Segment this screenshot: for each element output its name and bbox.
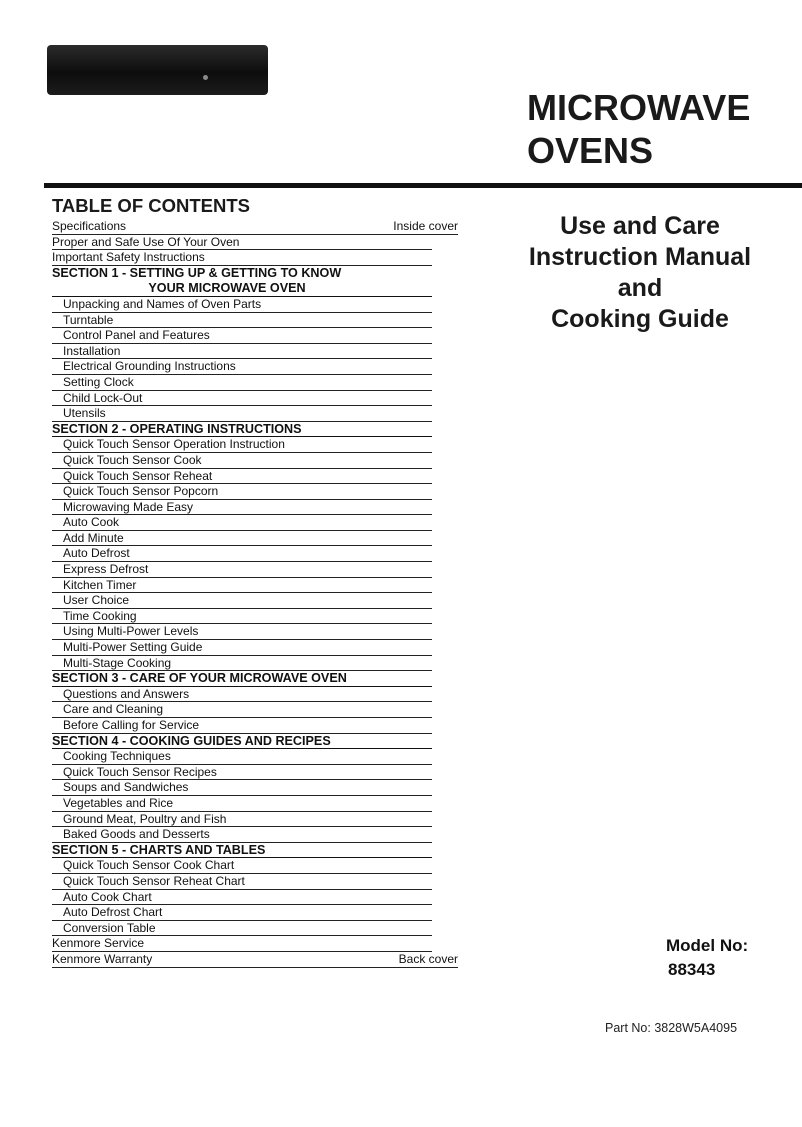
toc-entry-label: Quick Touch Sensor Popcorn bbox=[63, 484, 219, 499]
toc-row bbox=[52, 375, 432, 391]
toc-entry-label: Specifications bbox=[52, 219, 127, 233]
toc-entry-label: Child Lock-Out bbox=[63, 390, 143, 405]
part-number: Part No: 3828W5A4095 bbox=[605, 1021, 738, 1035]
toc-row bbox=[52, 250, 432, 266]
toc-row bbox=[52, 702, 432, 718]
toc-entry-label: Ground Meat, Poultry and Fish bbox=[63, 811, 227, 826]
subtitle-line-1: Use and Care bbox=[560, 212, 720, 240]
toc-entry-label: Add Minute bbox=[63, 530, 124, 545]
toc-entry-label: Before Calling for Service bbox=[63, 718, 200, 732]
toc-entry-page: Inside cover bbox=[393, 219, 458, 233]
toc-row bbox=[52, 562, 432, 578]
toc-row bbox=[52, 874, 432, 890]
toc-row bbox=[52, 858, 432, 874]
toc-row bbox=[52, 780, 432, 796]
toc-entry-label: Quick Touch Sensor Operation Instruction bbox=[63, 437, 285, 452]
toc-entry-label: Utensils bbox=[63, 406, 106, 421]
toc-row bbox=[52, 890, 432, 906]
toc-heading: TABLE OF CONTENTS bbox=[52, 195, 251, 216]
toc-row bbox=[52, 905, 432, 921]
toc-entry-label: Installation bbox=[63, 343, 121, 358]
toc-entry-label: Kenmore Service bbox=[52, 936, 145, 951]
toc-entry-label: YOUR MICROWAVE OVEN bbox=[148, 281, 306, 296]
toc-entry-label: Care and Cleaning bbox=[63, 702, 164, 717]
title-line-2: OVENS bbox=[527, 130, 654, 171]
toc-row bbox=[52, 359, 432, 375]
toc-section-row bbox=[52, 843, 432, 859]
toc-row bbox=[52, 624, 432, 640]
toc-entry-label: Using Multi-Power Levels bbox=[63, 624, 199, 639]
toc-entry-label: Cooking Techniques bbox=[63, 749, 171, 764]
toc-entry-label: Auto Cook bbox=[63, 515, 120, 530]
toc-row bbox=[52, 765, 432, 781]
toc-entry-label: Quick Touch Sensor Reheat Chart bbox=[63, 873, 245, 888]
toc-section-row bbox=[52, 734, 432, 750]
toc-row bbox=[52, 718, 432, 734]
toc-entry-label: Proper and Safe Use Of Your Oven bbox=[52, 234, 240, 249]
toc-section-row bbox=[52, 671, 432, 687]
toc-entry-label: Soups and Sandwiches bbox=[63, 780, 189, 795]
toc-entry-label: SECTION 1 - SETTING UP & GETTING TO KNOW bbox=[52, 265, 342, 280]
toc-entry-label: Auto Defrost Chart bbox=[63, 905, 163, 920]
toc-row bbox=[52, 687, 432, 703]
toc-row bbox=[52, 328, 432, 344]
toc-entry-label: Electrical Grounding Instructions bbox=[63, 359, 236, 374]
toc-row bbox=[52, 936, 432, 952]
toc-entry-label: Multi-Stage Cooking bbox=[63, 655, 172, 670]
brand-logo-bar bbox=[47, 45, 268, 95]
toc-entry-label: Baked Goods and Desserts bbox=[63, 827, 210, 842]
toc-entry-label: Auto Defrost bbox=[63, 546, 130, 561]
toc-entry-label: Setting Clock bbox=[63, 374, 134, 389]
toc-entry-label: Multi-Power Setting Guide bbox=[63, 640, 203, 655]
toc-entry-label: SECTION 5 - CHARTS AND TABLES bbox=[52, 842, 266, 857]
toc-row bbox=[52, 640, 432, 656]
toc-row bbox=[52, 313, 432, 329]
toc-entry-label: User Choice bbox=[63, 593, 130, 608]
toc-entry-label: Express Defrost bbox=[63, 562, 149, 577]
toc-row bbox=[52, 406, 432, 422]
toc-entry-label: Questions and Answers bbox=[63, 686, 190, 701]
header-rule bbox=[44, 183, 802, 188]
subtitle-line-2: Instruction Manual bbox=[528, 243, 752, 271]
toc-row bbox=[52, 515, 432, 531]
title-line-1: MICROWAVE bbox=[527, 87, 751, 128]
toc-row bbox=[52, 749, 432, 765]
toc-row bbox=[52, 235, 432, 251]
toc-row bbox=[52, 546, 432, 562]
toc-row bbox=[52, 921, 432, 937]
toc-row bbox=[52, 219, 458, 235]
toc-row bbox=[52, 952, 458, 968]
toc-row bbox=[52, 827, 432, 843]
toc-row bbox=[52, 531, 432, 547]
toc-entry-label: Quick Touch Sensor Cook Chart bbox=[63, 858, 235, 873]
toc-entry-label: Auto Cook Chart bbox=[63, 889, 152, 904]
model-label: Model No: bbox=[666, 936, 749, 955]
toc-entry-page: Back cover bbox=[398, 951, 458, 966]
toc-entry-label: Quick Touch Sensor Recipes bbox=[63, 764, 217, 779]
toc-row bbox=[52, 812, 432, 828]
toc-row bbox=[52, 796, 432, 812]
toc-entry-label: Important Safety Instructions bbox=[52, 250, 205, 265]
toc-row bbox=[52, 297, 432, 313]
toc-section-row bbox=[52, 266, 432, 282]
toc-entry-label: Time Cooking bbox=[63, 608, 137, 623]
logo-mark bbox=[203, 75, 208, 80]
toc-entry-label: Kenmore Warranty bbox=[52, 951, 153, 966]
toc-entry-label: SECTION 3 - CARE OF YOUR MICROWAVE OVEN bbox=[52, 671, 347, 686]
toc-entry-label: Quick Touch Sensor Cook bbox=[63, 452, 202, 467]
toc-row bbox=[52, 484, 432, 500]
toc-section-row bbox=[52, 281, 432, 297]
subtitle bbox=[515, 211, 765, 335]
toc-row bbox=[52, 344, 432, 360]
toc-section-row bbox=[52, 422, 432, 438]
toc-row bbox=[52, 453, 432, 469]
toc-entry-label: Conversion Table bbox=[63, 920, 156, 935]
subtitle-line-4: Cooking Guide bbox=[551, 305, 729, 333]
toc-entry-label: Unpacking and Names of Oven Parts bbox=[63, 296, 262, 311]
toc-entry-label: Microwaving Made Easy bbox=[63, 499, 194, 514]
model-number: 88343 bbox=[668, 960, 716, 979]
toc-row bbox=[52, 609, 432, 625]
toc-entry-label: Vegetables and Rice bbox=[63, 795, 174, 810]
toc-row bbox=[52, 656, 432, 672]
toc-row bbox=[52, 500, 432, 516]
table-of-contents bbox=[52, 219, 458, 968]
toc-entry-label: Quick Touch Sensor Reheat bbox=[63, 468, 213, 483]
toc-entry-label: Kitchen Timer bbox=[63, 577, 137, 592]
toc-row bbox=[52, 469, 432, 485]
toc-entry-label: SECTION 2 - OPERATING INSTRUCTIONS bbox=[52, 421, 302, 436]
toc-row bbox=[52, 437, 432, 453]
subtitle-line-3: and bbox=[617, 274, 663, 302]
toc-entry-label: Turntable bbox=[63, 312, 114, 327]
toc-entry-label: Control Panel and Features bbox=[63, 328, 210, 343]
toc-row bbox=[52, 391, 432, 407]
toc-row bbox=[52, 578, 432, 594]
document-title bbox=[527, 86, 797, 172]
toc-row bbox=[52, 593, 432, 609]
toc-entry-label: SECTION 4 - COOKING GUIDES AND RECIPES bbox=[52, 733, 331, 748]
